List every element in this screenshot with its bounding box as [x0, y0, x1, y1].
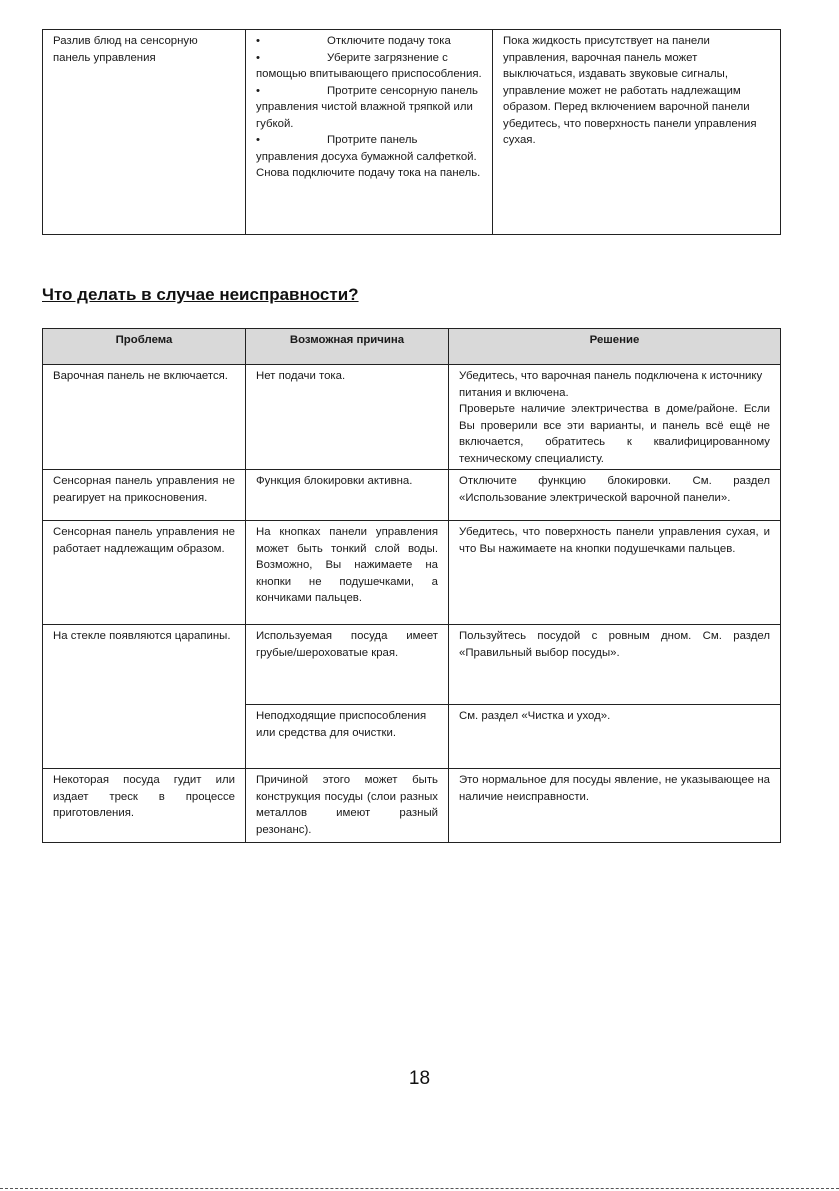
cause-cell: Нет подачи тока.	[246, 365, 449, 470]
solution-cell: Убедитесь, что поверхность панели управления сухая, и что Вы нажимаете на кнопки подушечками пальцев.	[449, 521, 781, 625]
cause-cell: Функция блокировки активна.	[246, 470, 449, 521]
spill-steps-cell	[246, 30, 493, 235]
problem-cell: Некоторая посуда гудит или издает треск в процессе приготовления.	[43, 769, 246, 843]
cause-cell: Причиной этого может быть конструкция посуды (слои разных металлов имеют разный резонанс).	[246, 769, 449, 843]
problem-cell: Варочная панель не включается.	[43, 365, 246, 470]
header-cause: Возможная причина	[246, 329, 449, 365]
solution-cell: См. раздел «Чистка и уход».	[449, 705, 781, 769]
problem-cell: Сенсорная панель управления не реагирует на прикосновения.	[43, 470, 246, 521]
solution-cell: Пользуйтесь посудой с ровным дном. См. раздел «Правильный выбор посуды».	[449, 625, 781, 705]
spill-explanation-text: Пока жидкость присутствует на панели управления, варочная панель может выключаться, издавать звуковые сигналы, управление может не работать надлежащим образом. Перед включением варочной панели убедитесь, что поверхность панели управления сухая.	[503, 35, 757, 146]
problem-cell: Сенсорная панель управления не работает надлежащим образом.	[43, 521, 246, 625]
table-row	[43, 470, 781, 521]
solution-cell	[449, 365, 781, 470]
troubleshooting-table	[42, 328, 781, 843]
table-row	[43, 521, 781, 625]
solution-text: Убедитесь, что варочная панель подключена к источнику питания и включена.	[459, 370, 763, 399]
spill-step: • Протрите сенсорную панель управления чистой влажной тряпкой или губкой.	[256, 84, 478, 130]
header-solution: Решение	[449, 329, 781, 365]
cause-cell: Неподходящие приспособления или средства для очистки.	[246, 705, 449, 769]
spill-final-step: Снова подключите подачу тока на панель.	[256, 167, 481, 179]
table-header-row	[43, 329, 781, 365]
page-divider	[0, 1188, 839, 1189]
spill-problem-cell	[43, 30, 246, 235]
table-row	[43, 365, 781, 470]
solution-cell: Это нормальное для посуды явление, не указывающее на наличие неисправности.	[449, 769, 781, 843]
problem-cell: На стекле появляются царапины.	[43, 625, 246, 769]
section-heading: Что делать в случае неисправности?	[42, 285, 359, 304]
table-row	[43, 30, 781, 235]
table-row	[43, 769, 781, 843]
cause-cell: Используемая посуда имеет грубые/шероховатые края.	[246, 625, 449, 705]
spill-step: • Уберите загрязнение с помощью впитывающего приспособления.	[256, 51, 482, 80]
cause-cell: На кнопках панели управления может быть тонкий слой воды. Возможно, Вы нажимаете на кнопки не подушечками, а кончиками пальцев.	[246, 521, 449, 625]
page-number: 18	[408, 1068, 431, 1089]
spill-explanation-cell	[493, 30, 781, 235]
spill-problem-text: Разлив блюд на сенсорную панель управления	[53, 35, 198, 64]
header-problem: Проблема	[43, 329, 246, 365]
spill-step: • Отключите подачу тока	[256, 35, 451, 47]
spill-step: • Протрите панель управления досуха бумажной салфеткой.	[256, 134, 477, 163]
solution-text: Проверьте наличие электричества в доме/районе. Если Вы проверили все эти варианты, и панель всё ещё не включается, обратитесь к квалифицированному техническому специалисту.	[459, 403, 770, 465]
table-row	[43, 625, 781, 705]
solution-cell: Отключите функцию блокировки. См. раздел «Использование электрической варочной панели».	[449, 470, 781, 521]
spill-table	[42, 29, 781, 235]
